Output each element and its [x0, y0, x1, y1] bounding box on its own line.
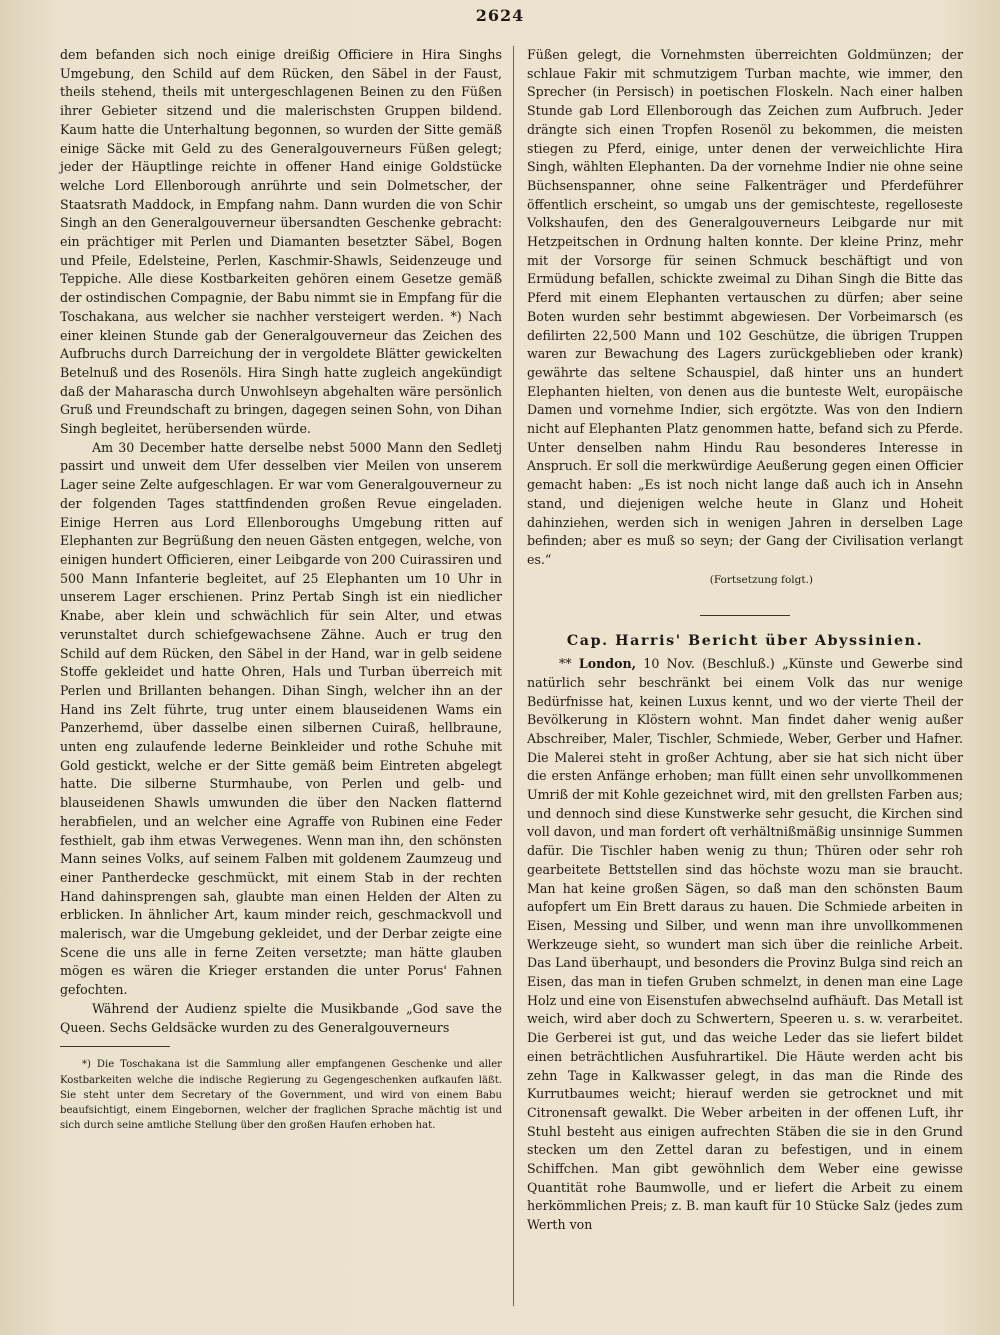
continued-note: (Fortsetzung folgt.) [709, 573, 813, 586]
article-dateline: London, [578, 656, 637, 672]
article-marker: ** [559, 656, 572, 672]
footnote-text: *) Die Toschakana ist die Sammlung aller empfangenen Geschenke und aller Kostbarkeiten welche die indische Regierung zu Gegengeschenken aufkaufen läßt. Sie steht unter dem Secretary of the Government, und wird von einem Babu beaufsichtigt, einem Eingebornen, welcher der fraglichen Sprache mächtig ist und sich durch seine amtliche Stellung über den großen Haufen erhoben hat. [60, 1059, 502, 1132]
left-paragraph-1: dem befanden sich noch einige dreißig Officiere in Hira Singhs Umgebung, den Schild auf dem Rücken, den Säbel in der Faust, theils stehend, theils mit untergeschlagenen Beinen zu den Füßen ihrer Gebieter sitzend und die malerischsten Gruppen bildend. Kaum hatte die Unterhaltung begonnen, so wurden der Sitte gemäß einige Säcke mit Geld zu des Generalgouverneurs Füßen gelegt; jeder der Häuptlinge reichte in offener Hand einige Goldstücke welche Lord Ellenborough anrührte und sein Dolmetscher, der Staatsrath Maddock, in Empfang nahm. Dann wurden die von Schir Singh an den Generalgouverneur übersandten Geschenke gebracht: ein prächtiger mit Perlen und Diamanten besetzter Säbel, Bogen und Pfeile, Edelsteine, Perlen, Kaschmir-Shawls, Seidenzeuge und Teppiche. Alle diese Kostbarkeiten gehören einem Gesetze gemäß der ostindischen Compagnie, der Babu nimmt sie in Empfang für die Toschakana, aus welcher sie nachher versteigert werden. *) Nach einer kleinen Stunde gab der Generalgouverneur das Zeichen des Aufbruchs durch Darreichung der in vergoldete Blätter gewickelten Betelnuß und des Rosenöls. Hira Singh hatte zugleich angekündigt daß der Maharascha durch Unwohlseyn abgehalten wäre persönlich Gruß und Freundschaft zu bringen, dagegen seinen Sohn, von Dihan Singh begleitet, herübersenden würde. [60, 47, 502, 437]
left-column [60, 46, 502, 1134]
left-paragraph-3: Während der Audienz spielte die Musikbande „God save the Queen. Sechs Geldsäcke wurden zu des Generalgouverneurs [60, 1000, 502, 1035]
article-paragraph [527, 655, 963, 1235]
footnote [60, 1057, 502, 1133]
section-title: Cap. Harris' Bericht über Abyssinien. [566, 633, 924, 650]
section-separator [700, 615, 790, 616]
left-paragraph-2: Am 30 December hatte derselbe nebst 5000 Mann den Sedletj passirt und unweit dem Ufer desselben vier Meilen von unserem Lager seine Zelte aufgeschlagen. Er war vom Generalgouverneur zu der folgenden Tages stattfindenden großen Revue eingeladen. Einige Herren aus Lord Ellenboroughs Umgebung ritten auf Elephanten zur Begrüßung den neuen Gästen entgegen, welche, von einigen hundert Officieren, einer Leibgarde von 200 Cuirassiren und 500 Mann Infanterie begleitet, auf 25 Elephanten um 10 Uhr in unserem Lager erschienen. Prinz Pertab Singh ist ein niedlicher Knabe, aber klein und schwächlich für sein Alter, und etwas verunstaltet durch schiefgewachsene Zähne. Auch er trug den Schild auf dem Rücken, den Säbel in der Hand, war in gelb seidene Stoffe gekleidet und hatte Ohren, Hals und Turban überreich mit Perlen und Brillanten behangen. Dihan Singh, welcher ihn an der Hand ins Zelt führte, trug unter einem blauseidenen Wams ein Panzerhemd, über dasselbe einen silbernen Cuiraß, hellbraune, unten eng zulaufende lederne Beinkleider und rothe Schuhe mit Gold gestickt, welche er der Sitte gemäß beim Eintreten abgelegt hatte. Die silberne Sturmhaube, von Perlen und gelb- und blauseidenen Shawls umwunden die über den Nacken flatternd herabfielen, und an welcher eine Agraffe von Rubinen eine Feder festhielt, gab ihm etwas Verwegenes. Wenn man ihn, den schönsten Mann seines Volks, auf seinem Falben mit goldenem Zaumzeug und einer Pantherdecke geschmückt, mit einem Stab in der rechten Hand dahinsprengen sah, glaubte man einen Helden der Alten zu erblicken. In ähnlicher Art, kaum minder reich, geschmackvoll und malerisch, war die Umgebung gekleidet, und der Derbar zeigte eine Scene die uns alle in ferne Zeiten versetzte; man hätte glauben mögen es wären die Krieger erstanden die unter Porus' Fahnen gefochten. [60, 439, 502, 998]
right-paragraph-1: Füßen gelegt, die Vornehmsten überreichten Goldmünzen; der schlaue Fakir mit schmutzigem Turban machte, wie immer, den Sprecher (in Persisch) in poetischen Floskeln. Nach einer halben Stunde gab Lord Ellenborough das Zeichen zum Aufbruch. Jeder drängte sich einen Tropfen Rosenöl zu bekommen, die meisten stiegen zu Pferd, einige, unter denen der verweichlichte Hira Singh, wählten Elephanten. Da der vornehme Indier nie ohne seine Büchsenspanner, ohne seine Falkenträger und Pferdeführer öffentlich erscheint, so umgab uns der gemischteste, regelloseste Volkshaufen, den des Generalgouverneurs Leibgarde nur mit Hetzpeitschen in Ordnung halten konnte. Der kleine Prinz, mehr mit der Vorsorge für seinen Schmuck beschäftigt und von Ermüdung befallen, schickte zweimal zu Dihan Singh die Bitte das Pferd mit einem Elephanten vertauschen zu dürfen; aber seine Boten wurden sehr bestimmt abgewiesen. Der Vorbeimarsch (es defilirten 22,500 Mann und 102 Geschütze, die übrigen Truppen waren zur Bewachung des Lagers zurückgeblieben oder krank) gewährte das seltene Schauspiel, daß hinter uns an hundert Elephanten hielten, von denen aus die bunteste Welt, europäische Damen und vornehme Indier, sich ergötzte. Was von den Indiern nicht auf Elephanten Platz genommen hatte, befand sich zu Pferde. Unter denselben nahm Hindu Rau besonderes Interesse in Anspruch. Er soll die merkwürdige Aeußerung gegen einen Officier gemacht haben: „Es ist noch nicht lange daß auch ich in Ansehn stand, und diejenigen welche heute in Glanz und Hoheit dahinziehen, werden sich in wenigen Jahren in derselben Lage befinden; aber es muß so seyn; der Gang der Civilisation verlangt es.“ [527, 47, 963, 567]
right-column [527, 46, 963, 1235]
page-number: 2624 [475, 6, 525, 25]
article-text: „Künste und Gewerbe sind natürlich sehr beschränkt bei einem Volk das nur wenige Bedürfnisse hat, keinen Luxus kennt, und wo der vierte Theil der Bevölkerung in Klöstern wohnt. Man findet daher wenig außer Abschreiber, Maler, Tischler, Schmiede, Weber, Gerber und Hafner. Die Malerei steht in großer Achtung, aber sie hat sich nicht über die ersten Anfänge erhoben; man füllt einen sehr unvollkommenen Umriß der mit Kohle gezeichnet wird, mit den grellsten Farben aus; und dennoch sind diese Kunstwerke sehr gesucht, die Kirchen sind voll davon, und man fordert oft verhältnißmäßig unsinnige Summen dafür. Die Tischler haben wenig zu thun; Thüren oder sehr roh gearbeitete Bettstellen sind das höchste wozu man sie braucht. Man hat keine großen Sägen, so daß man den schönsten Baum aufopfert um Ein Brett daraus zu hauen. Die Schmiede arbeiten in Eisen, Messing und Silber, und wenn man ihre unvollkommenen Werkzeuge sieht, so wundert man sich über die reinliche Arbeit. Das Land überhaupt, und besonders die Provinz Bulga sind reich an Eisen, das man in tiefen Gruben schmelzt, in denen man eine Lage Holz und eine von Eisenstufen abwechselnd aufhäuft. Das Metall ist weich, wird aber doch zu Schwertern, Speeren u. s. w. verarbeitet. Die Gerberei ist gut, und das weiche Leder das sie liefert bildet einen beträchtlichen Ausfuhrartikel. Die Häute werden acht bis zehn Tage in Kalkwasser gelegt, in das man die Rinde des Kurrutbaumes weicht; hierauf werden sie getrocknet und mit Citronensaft gewalkt. Die Weber arbeiten in der offenen Luft, ihr Stuhl besteht aus einigen aufrechten Stäben die sie in den Grund stecken um den Zettel daran zu befestigen, und in einem Schiffchen. Man gibt gewöhnlich dem Weber eine gewisse Quantität rohe Baumwolle, und er liefert die Arbeit zu einem herkömmlichen Preis; z. B. man kauft für 10 Stücke Salz (jedes zum Werth von [527, 656, 964, 1233]
article-date: 10 Nov. (Beschluß.) [643, 656, 775, 672]
column-divider [513, 46, 514, 1306]
footnote-rule [60, 1046, 170, 1047]
